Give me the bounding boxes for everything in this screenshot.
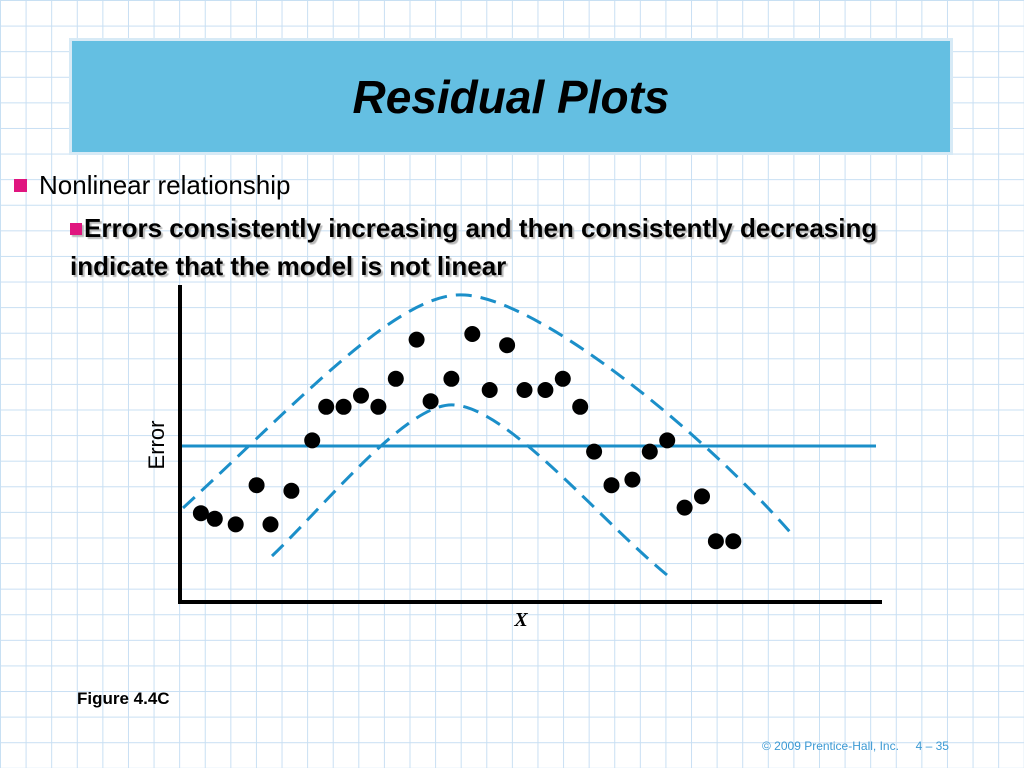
residual-points — [193, 326, 741, 549]
data-point-1 — [193, 505, 209, 521]
data-point-16 — [464, 326, 480, 342]
data-point-19 — [517, 382, 533, 398]
data-point-13 — [409, 332, 425, 348]
data-point-23 — [586, 444, 602, 460]
data-point-28 — [677, 500, 693, 516]
data-point-30 — [708, 533, 724, 549]
data-point-12 — [388, 371, 404, 387]
data-point-29 — [694, 488, 710, 504]
data-point-22 — [572, 399, 588, 415]
data-point-31 — [725, 533, 741, 549]
data-point-4 — [249, 477, 265, 493]
data-point-21 — [555, 371, 571, 387]
y-axis-label: Error — [144, 420, 169, 470]
data-point-17 — [482, 382, 498, 398]
data-point-24 — [604, 477, 620, 493]
footer-copyright: © 2009 Prentice-Hall, Inc. 4 – 35 — [762, 739, 949, 753]
data-point-18 — [499, 337, 515, 353]
data-point-25 — [624, 472, 640, 488]
data-point-15 — [443, 371, 459, 387]
data-point-14 — [423, 393, 439, 409]
data-point-2 — [207, 511, 223, 527]
envelope-bands — [183, 295, 790, 575]
data-point-20 — [537, 382, 553, 398]
data-point-7 — [304, 432, 320, 448]
data-point-26 — [642, 444, 658, 460]
slide-title: Residual Plots — [352, 70, 670, 123]
bullet-level-2-text: Errors consistently increasing and then consistently decreasing indicate that the model is not linear — [70, 213, 878, 281]
bullet-level-1-text: Nonlinear relationship — [39, 170, 291, 200]
data-point-9 — [336, 399, 352, 415]
data-point-3 — [228, 516, 244, 532]
figure-caption: Figure 4.4C — [77, 689, 170, 708]
data-point-6 — [283, 483, 299, 499]
data-point-11 — [370, 399, 386, 415]
data-point-5 — [263, 516, 279, 532]
data-point-10 — [353, 388, 369, 404]
x-axis-label: X — [514, 609, 528, 631]
data-point-27 — [659, 432, 675, 448]
data-point-8 — [318, 399, 334, 415]
